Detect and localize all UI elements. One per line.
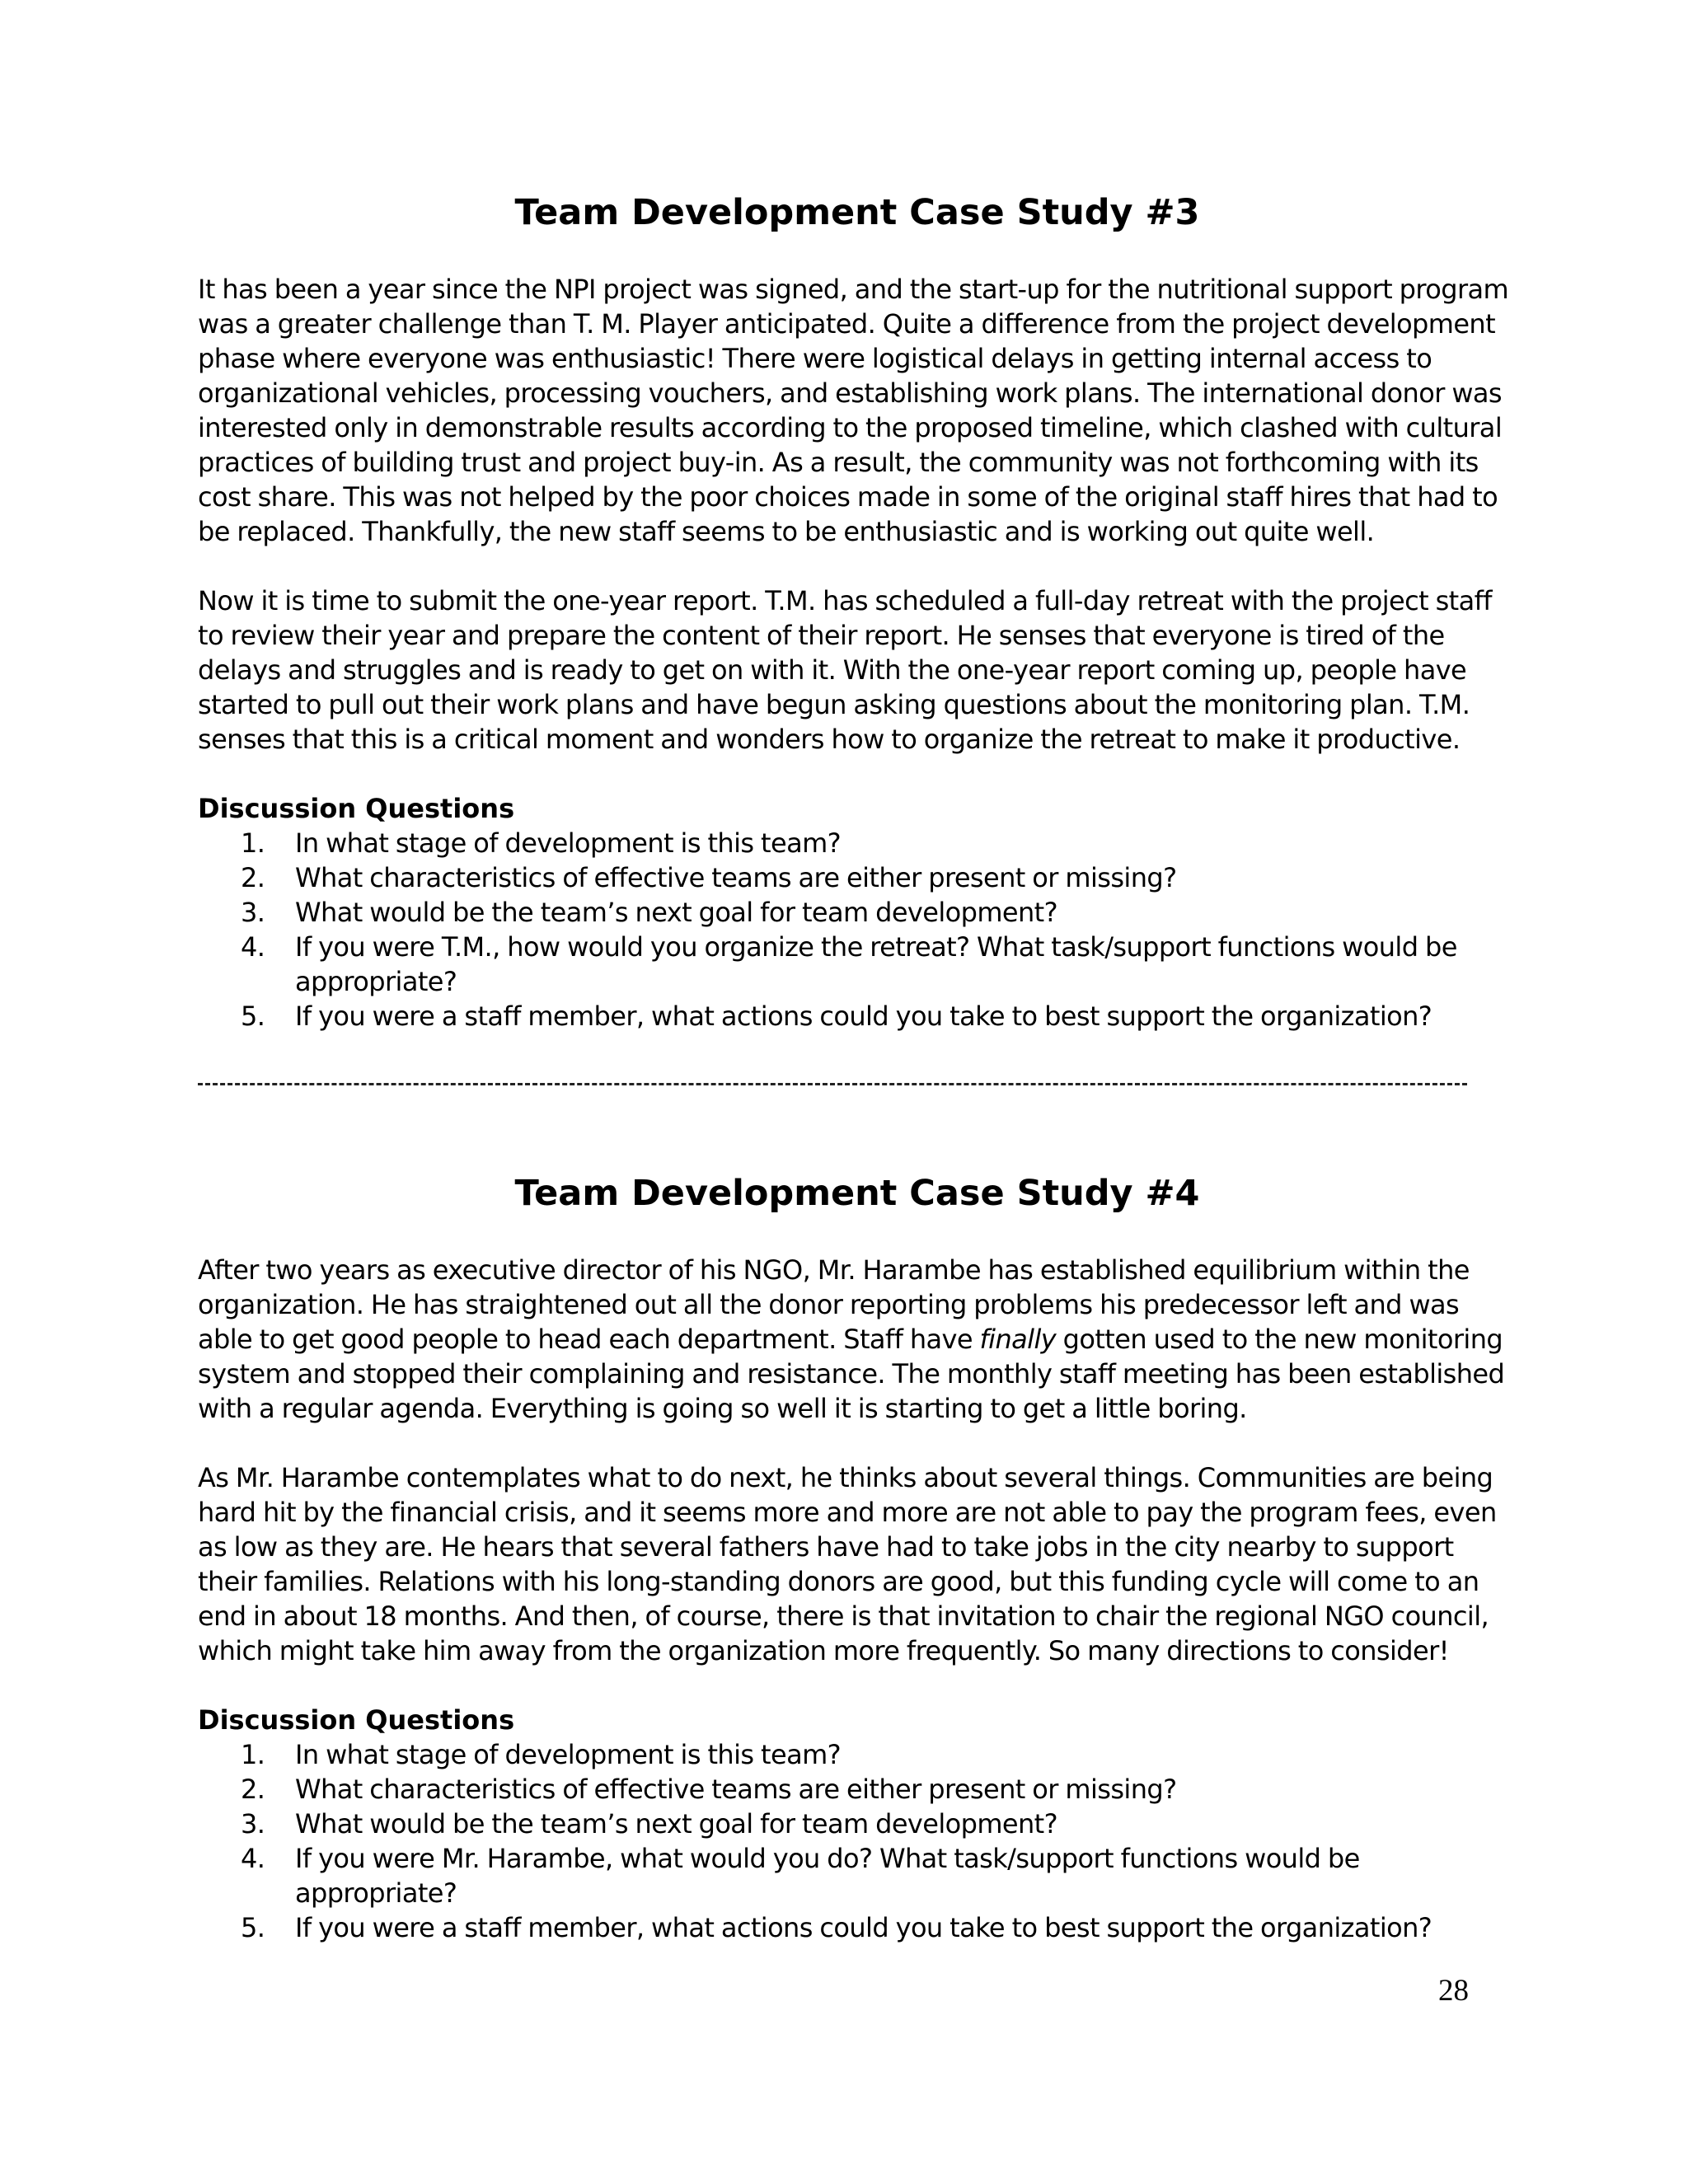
question-number: 2.	[241, 862, 265, 893]
case-study-4-title: Team Development Case Study #4	[514, 1173, 1200, 1214]
question-text: What would be the team’s next goal for team development?	[295, 897, 1058, 928]
question-item	[198, 999, 1517, 1033]
question-text: What characteristics of effective teams are either present or missing?	[295, 1774, 1177, 1805]
case-study-4-paragraph	[198, 1253, 1517, 1426]
question-item	[198, 826, 1517, 860]
question-number: 1.	[241, 1739, 265, 1770]
paragraph-text: After two years as executive director of his NGO, Mr. Harambe has established equilibrium within the organization. He has straightened out all the donor reporting problems his predecessor left and was able to get good people to head each department. Staff have	[198, 1254, 1470, 1355]
discussion-questions-heading: Discussion Questions	[198, 793, 515, 824]
question-item	[198, 1807, 1517, 1841]
discussion-questions-heading: Discussion Questions	[198, 1704, 515, 1736]
question-number: 4.	[241, 931, 265, 963]
question-text: If you were a staff member, what actions could you take to best support the organization?	[295, 1912, 1432, 1943]
question-number: 2.	[241, 1774, 265, 1805]
question-number: 4.	[241, 1843, 265, 1874]
case-study-4-paragraph: As Mr. Harambe contemplates what to do next, he thinks about several things. Communities are being hard hit by the financial crisis, and it seems more and more are not able to pay the program fees, even as low as they are. He hears that several fathers have had to take jobs in the city nearby to support their families. Relations with his long-standing donors are good, but this funding cycle will come to an end in about 18 months. And then, of course, there is that invitation to chair the regional NGO council, which might take him away from the organization more frequently. So many directions to consider!	[198, 1462, 1497, 1666]
question-item	[198, 930, 1517, 999]
paragraph-text: gotten used to the new monitoring system and stopped their complaining and resistance. The monthly staff meeting has been established with a regular agenda. Everything is going so well it is starting to get a little boring.	[198, 1324, 1505, 1424]
question-item	[198, 1737, 1517, 1772]
question-text: In what stage of development is this team?	[295, 827, 842, 859]
question-item	[198, 1910, 1517, 1945]
discussion-questions-list	[198, 1737, 1517, 1945]
question-item	[198, 1772, 1517, 1807]
case-study-3-paragraph: It has been a year since the NPI project was signed, and the start-up for the nutritional support program was a greater challenge than T. M. Player anticipated. Quite a difference from the project development phase where everyone was enthusiastic! There were logistical delays in getting internal access to organizational vehicles, processing vouchers, and establishing work plans. The international donor was interested only in demonstrable results according to the proposed timeline, which clashed with cultural practices of building trust and project buy-in. As a result, the community was not forthcoming with its cost share. This was not helped by the poor choices made in some of the original staff hires that had to be replaced. Thankfully, the new staff seems to be enthusiastic and is working out quite well.	[198, 274, 1509, 547]
case-study-3	[198, 188, 1517, 1033]
question-text: If you were Mr. Harambe, what would you do? What task/support functions would be appropriate?	[295, 1843, 1360, 1909]
case-study-3-title: Team Development Case Study #3	[514, 192, 1200, 233]
question-number: 5.	[241, 1912, 265, 1943]
question-text: If you were T.M., how would you organize the retreat? What task/support functions would be appropriate?	[295, 931, 1457, 997]
question-item	[198, 895, 1517, 930]
question-item	[198, 1841, 1517, 1910]
case-study-3-paragraph: Now it is time to submit the one-year report. T.M. has scheduled a full-day retreat with the project staff to review their year and prepare the content of their report. He senses that everyone is tired of the delays and struggles and is ready to get on with it. With the one-year report coming up, people have started to pull out their work plans and have begun asking questions about the monitoring plan. T.M. senses that this is a critical moment and wonders how to organize the retreat to make it productive.	[198, 585, 1492, 755]
dashed-divider	[198, 1083, 1467, 1085]
question-number: 3.	[241, 1808, 265, 1840]
page-number: 28	[1438, 1974, 1469, 2008]
discussion-questions-list	[198, 826, 1517, 1033]
question-number: 1.	[241, 827, 265, 859]
case-study-4	[198, 1169, 1517, 1945]
question-text: In what stage of development is this team?	[295, 1739, 842, 1770]
question-text: If you were a staff member, what actions could you take to best support the organization?	[295, 1001, 1432, 1032]
question-item	[198, 860, 1517, 895]
question-text: What would be the team’s next goal for team development?	[295, 1808, 1058, 1840]
emphasis-text: finally	[979, 1324, 1057, 1355]
question-number: 5.	[241, 1001, 265, 1032]
question-number: 3.	[241, 897, 265, 928]
question-text: What characteristics of effective teams are either present or missing?	[295, 862, 1177, 893]
